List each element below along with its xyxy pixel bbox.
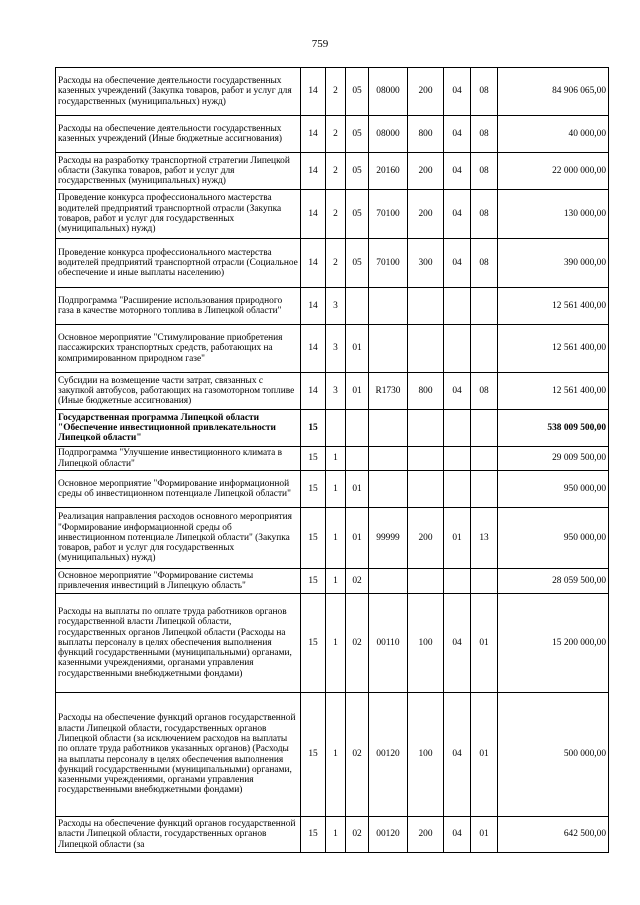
item-name-cell: Подпрограмма "Улучшение инвестиционного климата в Липецкой области" (56, 447, 301, 471)
code-cell: 00110 (369, 594, 408, 693)
code-cell: 02 (346, 594, 369, 693)
item-name-cell: Субсидии на возмещение части затрат, связанных с закупкой автобусов, работающих на газомоторном топливе (Иные бюджетные ассигнования) (56, 373, 301, 410)
code-cell: 200 (408, 817, 444, 853)
amount-cell: 130 000,00 (498, 190, 609, 239)
code-cell (346, 410, 369, 447)
code-cell: 800 (408, 373, 444, 410)
amount-cell: 642 500,00 (498, 817, 609, 853)
amount-cell: 84 906 065,00 (498, 68, 609, 116)
code-cell: 08 (471, 239, 498, 288)
code-cell: 02 (346, 569, 369, 594)
code-cell: 01 (471, 693, 498, 817)
code-cell: 08 (471, 153, 498, 190)
code-cell: 200 (408, 190, 444, 239)
code-cell (471, 410, 498, 447)
code-cell: 100 (408, 693, 444, 817)
amount-cell: 12 561 400,00 (498, 288, 609, 325)
code-cell (408, 288, 444, 325)
table-row (56, 373, 609, 410)
code-cell: 300 (408, 239, 444, 288)
table-row (56, 239, 609, 288)
code-cell: 02 (346, 693, 369, 817)
page-number: 759 (311, 38, 329, 50)
item-name-cell: Проведение конкурса профессионального мастерства водителей предприятий транспортной отрасли (Социальное обеспечение и иные выплаты населению) (56, 239, 301, 288)
table-row (56, 68, 609, 116)
item-name-cell: Расходы на разработку транспортной стратегии Липецкой области (Закупка товаров, работ и услуг для государственных (муниципальных) нужд) (56, 153, 301, 190)
code-cell (471, 288, 498, 325)
code-cell: 01 (471, 817, 498, 853)
code-cell: 2 (326, 68, 346, 116)
amount-cell: 12 561 400,00 (498, 373, 609, 410)
code-cell: 05 (346, 239, 369, 288)
code-cell: 08 (471, 373, 498, 410)
code-cell (408, 471, 444, 508)
table-row (56, 693, 609, 817)
item-name-cell: Реализация направления расходов основного мероприятия "Формирование информационной среды об инвестиционном потенциале Липецкой области" (Закупка товаров, работ и услуг для государственных (муниципальных) нужд) (56, 508, 301, 569)
code-cell: 2 (326, 190, 346, 239)
amount-cell: 538 009 500,00 (498, 410, 609, 447)
item-name-cell: Основное мероприятие "Стимулирование приобретения пассажирских транспортных средств, работающих на компримированном природном газе" (56, 325, 301, 373)
code-cell: 04 (444, 817, 471, 853)
table-row (56, 288, 609, 325)
code-cell: 04 (444, 190, 471, 239)
code-cell: 04 (444, 693, 471, 817)
code-cell (444, 288, 471, 325)
table-body (56, 68, 609, 853)
code-cell: 14 (301, 68, 326, 116)
code-cell: 14 (301, 153, 326, 190)
code-cell (369, 288, 408, 325)
item-name-cell: Подпрограмма "Расширение использования природного газа в качестве моторного топлива в Липецкой области" (56, 288, 301, 325)
table-row (56, 817, 609, 853)
table-row (56, 153, 609, 190)
code-cell (471, 471, 498, 508)
code-cell: 1 (326, 471, 346, 508)
code-cell: 08000 (369, 68, 408, 116)
amount-cell: 40 000,00 (498, 116, 609, 153)
code-cell: 1 (326, 693, 346, 817)
code-cell: 00120 (369, 817, 408, 853)
code-cell (471, 447, 498, 471)
table-row (56, 471, 609, 508)
code-cell: 800 (408, 116, 444, 153)
code-cell (444, 325, 471, 373)
code-cell: 04 (444, 153, 471, 190)
code-cell: 15 (301, 817, 326, 853)
code-cell (369, 447, 408, 471)
item-name-cell: Расходы на обеспечение функций органов государственной власти Липецкой области, государственных органов Липецкой области (за (56, 817, 301, 853)
code-cell: 70100 (369, 239, 408, 288)
code-cell: 08 (471, 116, 498, 153)
code-cell: 15 (301, 693, 326, 817)
code-cell: 1 (326, 594, 346, 693)
code-cell (444, 447, 471, 471)
table-row (56, 508, 609, 569)
code-cell (408, 569, 444, 594)
amount-cell: 950 000,00 (498, 508, 609, 569)
code-cell: 2 (326, 239, 346, 288)
code-cell: 100 (408, 594, 444, 693)
code-cell: R1730 (369, 373, 408, 410)
code-cell: 3 (326, 288, 346, 325)
code-cell: 15 (301, 594, 326, 693)
code-cell (369, 569, 408, 594)
amount-cell: 29 009 500,00 (498, 447, 609, 471)
code-cell (346, 447, 369, 471)
table-row (56, 447, 609, 471)
code-cell: 01 (444, 508, 471, 569)
item-name-cell: Расходы на обеспечение функций органов государственной власти Липецкой области, государственных органов Липецкой области (за исключением расходов на выплаты по оплате труда работников указанных органов) (Расходы на выплаты персоналу в целях обеспечения выполнения функций государственными (муниципальными) органами, казенными учреждениями, органами управления государственными внебюджетными фондами) (56, 693, 301, 817)
code-cell: 200 (408, 153, 444, 190)
table-row (56, 325, 609, 373)
code-cell: 04 (444, 116, 471, 153)
code-cell: 14 (301, 288, 326, 325)
code-cell: 01 (346, 508, 369, 569)
code-cell: 15 (301, 508, 326, 569)
code-cell: 01 (471, 594, 498, 693)
code-cell (369, 325, 408, 373)
code-cell: 1 (326, 569, 346, 594)
code-cell: 14 (301, 325, 326, 373)
item-name-cell: Расходы на выплаты по оплате труда работников органов государственной власти Липецкой области, государственных органов Липецкой области (Расходы на выплаты персоналу в целях обеспечения выполнения функций государственными (муниципальными) органами, казенными учреждениями, органами управления государственными внебюджетными фондами) (56, 594, 301, 693)
code-cell: 04 (444, 373, 471, 410)
code-cell: 08000 (369, 116, 408, 153)
code-cell: 1 (326, 447, 346, 471)
code-cell (369, 471, 408, 508)
code-cell: 05 (346, 68, 369, 116)
code-cell (444, 471, 471, 508)
table-row (56, 410, 609, 447)
code-cell (326, 410, 346, 447)
code-cell: 14 (301, 373, 326, 410)
item-name-cell: Основное мероприятие "Формирование информационной среды об инвестиционном потенциале Липецкой области" (56, 471, 301, 508)
code-cell: 08 (471, 190, 498, 239)
amount-cell: 390 000,00 (498, 239, 609, 288)
code-cell: 01 (346, 325, 369, 373)
code-cell: 00120 (369, 693, 408, 817)
item-name-cell: Государственная программа Липецкой области "Обеспечение инвестиционной привлекательности Липецкой области" (56, 410, 301, 447)
table-row (56, 190, 609, 239)
code-cell: 2 (326, 116, 346, 153)
amount-cell: 12 561 400,00 (498, 325, 609, 373)
code-cell: 15 (301, 410, 326, 447)
code-cell (471, 325, 498, 373)
code-cell: 1 (326, 817, 346, 853)
code-cell (444, 410, 471, 447)
code-cell: 01 (346, 373, 369, 410)
code-cell: 200 (408, 68, 444, 116)
amount-cell: 28 059 500,00 (498, 569, 609, 594)
code-cell: 3 (326, 325, 346, 373)
code-cell (408, 447, 444, 471)
item-name-cell: Расходы на обеспечение деятельности государственных казенных учреждений (Иные бюджетные ассигнования) (56, 116, 301, 153)
amount-cell: 22 000 000,00 (498, 153, 609, 190)
code-cell: 08 (471, 68, 498, 116)
code-cell (471, 569, 498, 594)
item-name-cell: Основное мероприятие "Формирование системы привлечения инвестиций в Липецкую область" (56, 569, 301, 594)
code-cell (408, 325, 444, 373)
table-row (56, 569, 609, 594)
code-cell: 14 (301, 116, 326, 153)
table-row (56, 594, 609, 693)
code-cell: 70100 (369, 190, 408, 239)
code-cell: 05 (346, 153, 369, 190)
amount-cell: 950 000,00 (498, 471, 609, 508)
code-cell: 15 (301, 569, 326, 594)
code-cell: 200 (408, 508, 444, 569)
code-cell: 14 (301, 239, 326, 288)
code-cell: 20160 (369, 153, 408, 190)
code-cell: 14 (301, 190, 326, 239)
code-cell: 1 (326, 508, 346, 569)
code-cell: 04 (444, 68, 471, 116)
code-cell: 05 (346, 116, 369, 153)
code-cell: 01 (346, 471, 369, 508)
budget-table (55, 67, 609, 853)
item-name-cell: Расходы на обеспечение деятельности государственных казенных учреждений (Закупка товаров, работ и услуг для государственных (муниципальных) нужд) (56, 68, 301, 116)
code-cell: 05 (346, 190, 369, 239)
amount-cell: 500 000,00 (498, 693, 609, 817)
code-cell: 15 (301, 471, 326, 508)
table-row (56, 116, 609, 153)
code-cell: 15 (301, 447, 326, 471)
item-name-cell: Проведение конкурса профессионального мастерства водителей предприятий транспортной отрасли (Закупка товаров, работ и услуг для государственных (муниципальных) нужд) (56, 190, 301, 239)
code-cell: 02 (346, 817, 369, 853)
code-cell: 3 (326, 373, 346, 410)
code-cell: 2 (326, 153, 346, 190)
code-cell: 13 (471, 508, 498, 569)
code-cell (408, 410, 444, 447)
code-cell (369, 410, 408, 447)
code-cell (444, 569, 471, 594)
code-cell: 99999 (369, 508, 408, 569)
code-cell (346, 288, 369, 325)
amount-cell: 15 200 000,00 (498, 594, 609, 693)
code-cell: 04 (444, 594, 471, 693)
code-cell: 04 (444, 239, 471, 288)
